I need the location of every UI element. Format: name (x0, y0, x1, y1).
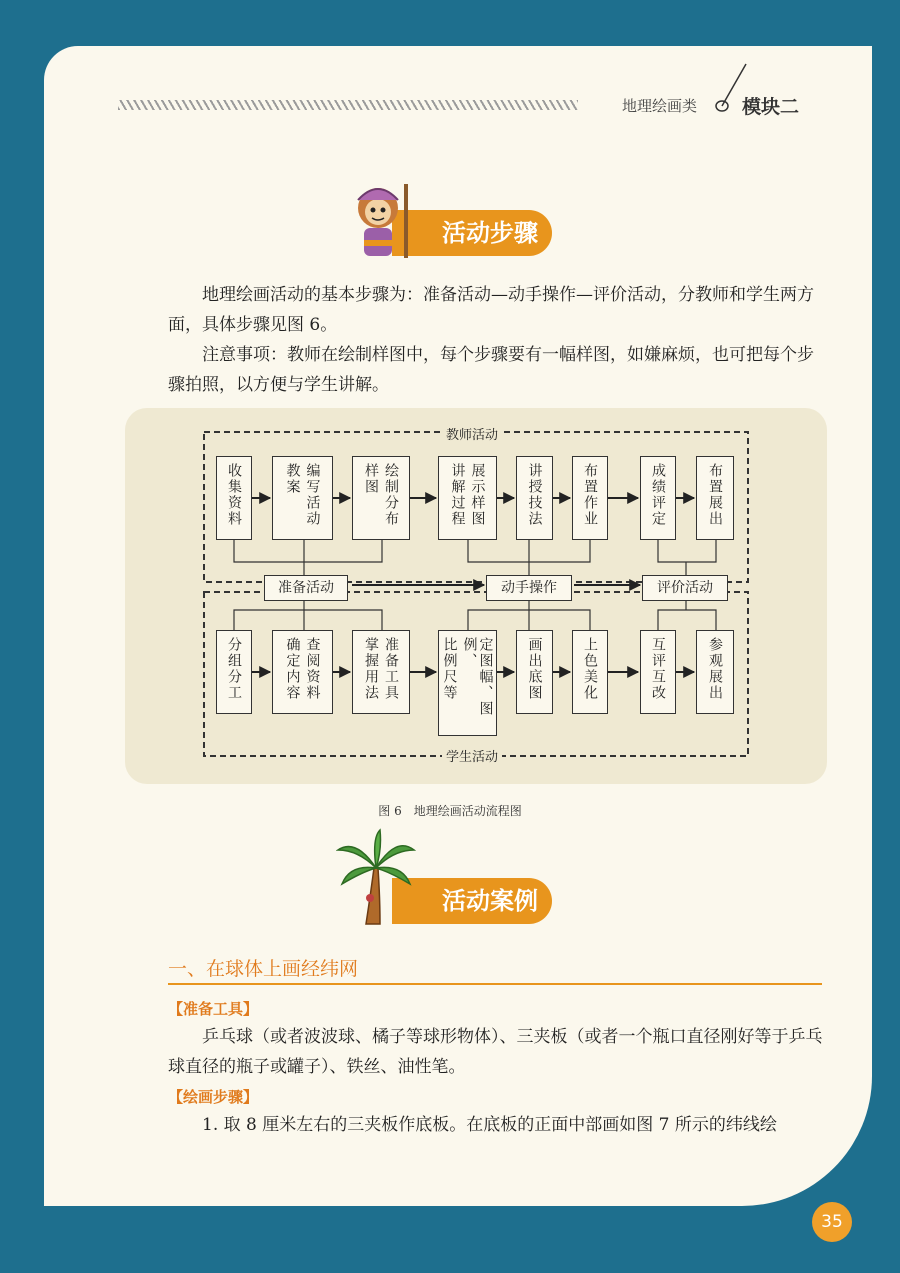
figure-caption: 图 6 地理绘画活动流程图 (378, 804, 522, 818)
teacher-step-box: 讲授技法 (516, 456, 553, 540)
student-step-box: 定图幅、图例、 比例尺等 (438, 630, 497, 736)
section-banner-steps: 活动步骤 (392, 210, 552, 256)
student-activity-label: 学生活动 (442, 746, 502, 765)
tools-paragraph: 乒乓球（或者波波球、橘子等球形物体）、三夹板（或者一个瓶口直径刚好等于乒乓球直径的瓶子或罐子）、铁丝、油性笔。 (168, 1027, 823, 1077)
monkey-mascot-icon (348, 178, 420, 260)
tools-heading: 【准备工具】 (168, 1000, 259, 1018)
stage-operate: 动手操作 (486, 575, 572, 601)
teacher-step-box: 成绩评定 (640, 456, 676, 540)
student-step-box: 查阅资料 确定内容 (272, 630, 333, 714)
student-step-box: 互评互改 (640, 630, 676, 714)
teacher-activity-label: 教师活动 (442, 424, 502, 443)
teacher-step-box: 布置作业 (572, 456, 608, 540)
student-step-box: 上色美化 (572, 630, 608, 714)
stage-evaluate: 评价活动 (642, 575, 728, 601)
intro-paragraph: 地理绘画活动的基本步骤为：准备活动—动手操作—评价活动，分教师和学生两方面，具体步骤见图 6。 (168, 285, 814, 335)
steps-heading: 【绘画步骤】 (168, 1088, 259, 1106)
page-number: 35 (812, 1202, 852, 1242)
header-module: 模块二 (742, 96, 800, 118)
step-1-paragraph: 1. 取 8 厘米左右的三夹板作底板。在底板的正面中部画如图 7 所示的纬线绘 (202, 1115, 777, 1135)
case-title: 一、在球体上画经纬网 (168, 958, 359, 980)
teacher-step-box: 绘制分布 样图 (352, 456, 410, 540)
header-category: 地理绘画类 (622, 97, 698, 115)
stage-prepare: 准备活动 (264, 575, 348, 601)
header-hatch-rule (118, 100, 578, 110)
teacher-step-box: 布置展出 (696, 456, 734, 540)
case-title-underline (168, 983, 822, 985)
student-step-box: 参观展出 (696, 630, 734, 714)
palm-tree-icon (336, 828, 416, 928)
section-banner-cases: 活动案例 (392, 878, 552, 924)
teacher-step-box: 编写活动 教案 (272, 456, 333, 540)
student-step-box: 画出底图 (516, 630, 553, 714)
teacher-step-box: 展示样图 讲解过程 (438, 456, 497, 540)
teacher-step-box: 收集资料 (216, 456, 252, 540)
note-paragraph: 注意事项：教师在绘制样图中，每个步骤要有一幅样图，如嫌麻烦，也可把每个步骤拍照，以方便与学生讲解。 (168, 345, 814, 395)
student-step-box: 准备工具 掌握用法 (352, 630, 410, 714)
student-step-box: 分组分工 (216, 630, 252, 714)
